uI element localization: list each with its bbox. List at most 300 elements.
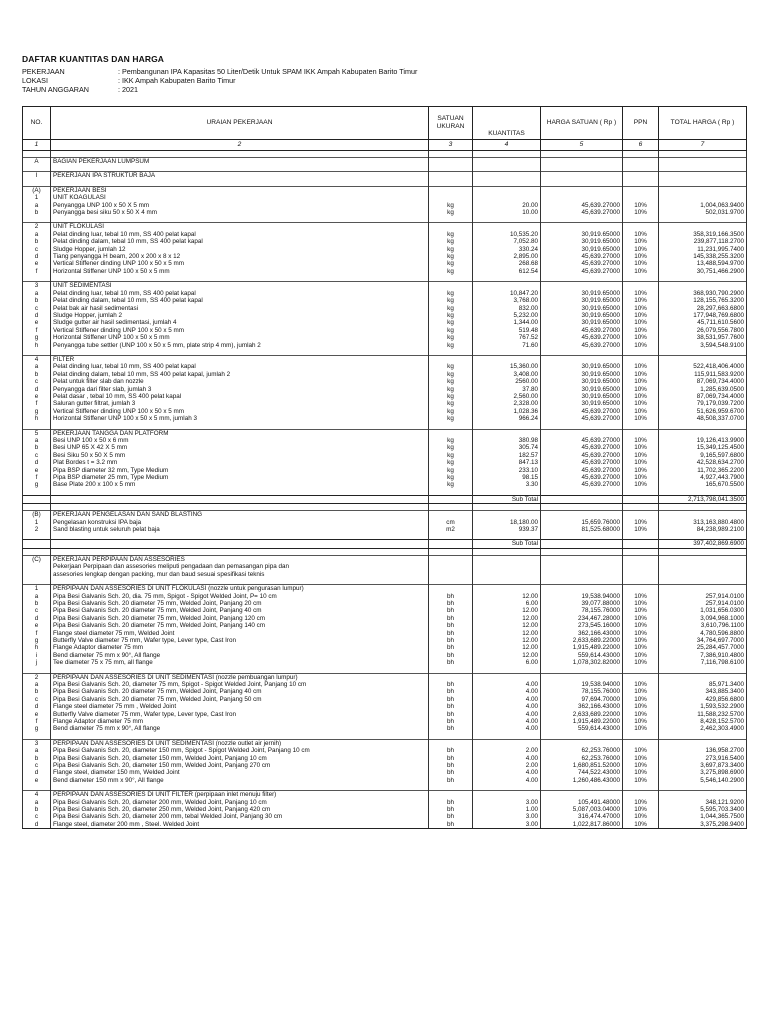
- table-row: [23, 334, 747, 341]
- cell-satuan: kg: [429, 459, 473, 466]
- cell-uraian: Pelat dinding dalam, tebal 10 mm, SS 400 pelat kapal: [51, 238, 429, 245]
- cell-uraian: Pelat dinding luar, tebal 10 mm, SS 400 pelat kapal: [51, 290, 429, 297]
- cell-ppn: [623, 186, 659, 194]
- cell-kuantitas: 4.00: [473, 769, 541, 776]
- cell-no: [23, 504, 51, 511]
- cell-total-harga: [659, 563, 747, 570]
- cell-total-harga: 8,428,152.5700: [659, 718, 747, 725]
- cell-total-harga: 1,044,365.7500: [659, 813, 747, 820]
- cell-kuantitas: 3.00: [473, 813, 541, 820]
- cell-ppn: [623, 355, 659, 363]
- cell-uraian: PERPIPAAN DAN ASSESORIES DI UNIT FILTER (perpipaan inlet menuju filter): [51, 791, 429, 799]
- table-row: [23, 681, 747, 688]
- cell-satuan: kg: [429, 386, 473, 393]
- cell-harga-satuan: 1,078,302.82000: [541, 659, 623, 666]
- cell-total-harga: 7,116,798.6100: [659, 659, 747, 666]
- cell-ppn: 10%: [623, 297, 659, 304]
- table-row: [23, 571, 747, 578]
- cell-uraian: [51, 495, 429, 503]
- cell-uraian: Flange steel, diameter 200 mm , Steel. Welded Joint: [51, 821, 429, 829]
- cell-total-harga: 85,971.3400: [659, 681, 747, 688]
- table-row: [23, 378, 747, 385]
- cell-ppn: [623, 223, 659, 231]
- cell-ppn: 10%: [623, 378, 659, 385]
- cell-ppn: 10%: [623, 725, 659, 732]
- cell-uraian: Besi UNP 65 X 42 X 5 mm: [51, 444, 429, 451]
- cell-uraian: Bend diameter 75 mm x 90°, All flange: [51, 652, 429, 659]
- cell-kuantitas: 3,768.00: [473, 297, 541, 304]
- cell-ppn: 10%: [623, 747, 659, 754]
- table-row: [23, 209, 747, 216]
- cell-total-harga: 2,462,303.4900: [659, 725, 747, 732]
- cell-harga-satuan: 45,639.27000: [541, 415, 623, 422]
- cell-total-harga: [659, 791, 747, 799]
- cell-no: a: [23, 290, 51, 297]
- cell-ppn: 10%: [623, 386, 659, 393]
- cell-total-harga: 239,877,118.2700: [659, 238, 747, 245]
- cell-total-harga: [659, 585, 747, 593]
- cell-ppn: [623, 172, 659, 180]
- cell-no: [23, 151, 51, 158]
- col-header-satuan: SATUAN UKURAN: [429, 107, 473, 140]
- cell-kuantitas: 939.37: [473, 526, 541, 533]
- cell-uraian: Sludge Hopper, jumlah 2: [51, 312, 429, 319]
- cell-ppn: [623, 540, 659, 548]
- column-number: 1: [23, 140, 51, 151]
- cell-satuan: bh: [429, 777, 473, 784]
- cell-satuan: [429, 172, 473, 180]
- cell-ppn: [623, 563, 659, 570]
- cell-ppn: 10%: [623, 821, 659, 829]
- cell-no: [23, 563, 51, 570]
- column-number: 6: [623, 140, 659, 151]
- cell-total-harga: 13,488,594.9700: [659, 260, 747, 267]
- table-row: [23, 747, 747, 754]
- table-row: [23, 474, 747, 481]
- cell-harga-satuan: 45,639.27000: [541, 209, 623, 216]
- cell-no: c: [23, 762, 51, 769]
- cell-satuan: kg: [429, 290, 473, 297]
- table-row: [23, 563, 747, 570]
- cell-total-harga: 1,285,639.0500: [659, 386, 747, 393]
- cell-no: e: [23, 260, 51, 267]
- cell-harga-satuan: 559,614.43000: [541, 725, 623, 732]
- cell-harga-satuan: 30,919.65000: [541, 312, 623, 319]
- cell-kuantitas: 10.00: [473, 209, 541, 216]
- cell-total-harga: [659, 673, 747, 681]
- table-row: [23, 444, 747, 451]
- cell-satuan: kg: [429, 467, 473, 474]
- table-row: [23, 415, 747, 422]
- cell-uraian: PEKERJAAN PERPIPAAN DAN ASSESORIES: [51, 555, 429, 563]
- cell-uraian: Tiang penyangga H beam, 200 x 200 x 8 x 12: [51, 253, 429, 260]
- cell-ppn: 10%: [623, 342, 659, 349]
- cell-satuan: kg: [429, 202, 473, 209]
- cell-harga-satuan: 273,545.16000: [541, 622, 623, 629]
- cell-ppn: 10%: [623, 459, 659, 466]
- cell-satuan: bh: [429, 725, 473, 732]
- col-header-total-harga: TOTAL HARGA ( Rp ): [659, 107, 747, 140]
- subtotal-row: [23, 540, 747, 548]
- cell-uraian: PERPIPAAN DAN ASSESORIES DI UNIT SEDIMENTASI (nozzle outlet air jernih): [51, 739, 429, 747]
- cell-no: a: [23, 747, 51, 754]
- cell-harga-satuan: 45,639.27000: [541, 467, 623, 474]
- cell-harga-satuan: 45,639.27000: [541, 327, 623, 334]
- header-field-value: : IKK Ampah Kabupaten Barito Timur: [118, 76, 236, 85]
- cell-harga-satuan: 30,919.65000: [541, 231, 623, 238]
- cell-total-harga: 34,764,697.7000: [659, 637, 747, 644]
- cell-kuantitas: 12.00: [473, 622, 541, 629]
- cell-harga-satuan: [541, 158, 623, 166]
- cell-kuantitas: [473, 429, 541, 437]
- table-row: [23, 238, 747, 245]
- table-row: [23, 755, 747, 762]
- cell-kuantitas: 847.13: [473, 459, 541, 466]
- cell-ppn: 10%: [623, 408, 659, 415]
- table-row: [23, 371, 747, 378]
- cell-kuantitas: [473, 673, 541, 681]
- cell-kuantitas: 519.48: [473, 327, 541, 334]
- cell-ppn: [623, 585, 659, 593]
- cell-kuantitas: 2,328.00: [473, 400, 541, 407]
- cell-total-harga: 3,275,898.6900: [659, 769, 747, 776]
- table-row: [23, 696, 747, 703]
- cell-harga-satuan: 45,639.27000: [541, 260, 623, 267]
- cell-no: d: [23, 615, 51, 622]
- cell-ppn: 10%: [623, 615, 659, 622]
- cell-satuan: kg: [429, 319, 473, 326]
- cell-harga-satuan: 45,639.27000: [541, 459, 623, 466]
- table-row: [23, 246, 747, 253]
- cell-uraian: UNIT KOAGULASI: [51, 194, 429, 201]
- cell-kuantitas: 5,232.00: [473, 312, 541, 319]
- cell-kuantitas: 37.80: [473, 386, 541, 393]
- cell-satuan: kg: [429, 305, 473, 312]
- cell-no: [23, 540, 51, 548]
- cell-harga-satuan: [541, 223, 623, 231]
- cell-uraian: Butterfly Valve diameter 75 mm, Wafer type, Lever type, Cast Iron: [51, 637, 429, 644]
- cell-no: d: [23, 253, 51, 260]
- cell-satuan: [429, 504, 473, 511]
- cell-uraian: Pelat dinding dalam, tebal 10 mm, SS 400 pelat kapal: [51, 297, 429, 304]
- cell-harga-satuan: 30,919.65000: [541, 371, 623, 378]
- cell-no: b: [23, 444, 51, 451]
- table-header-row: [23, 107, 747, 140]
- header-field-lokasi: [22, 76, 235, 85]
- cell-total-harga: 28,297,663.6800: [659, 305, 747, 312]
- cell-harga-satuan: 62,253.76000: [541, 755, 623, 762]
- cell-kuantitas: 4.00: [473, 681, 541, 688]
- cell-uraian: Flange steel, diameter 150 mm, Welded Joint: [51, 769, 429, 776]
- cell-no: 1: [23, 585, 51, 593]
- cell-no: j: [23, 659, 51, 666]
- cell-no: e: [23, 711, 51, 718]
- cell-no: d: [23, 703, 51, 710]
- cell-no: h: [23, 342, 51, 349]
- cell-satuan: bh: [429, 718, 473, 725]
- cell-total-harga: 257,914.0100: [659, 593, 747, 600]
- cell-uraian: Penyangga UNP 100 x 50 X 5 mm: [51, 202, 429, 209]
- cell-satuan: bh: [429, 637, 473, 644]
- cell-no: [23, 548, 51, 555]
- cell-no: f: [23, 327, 51, 334]
- cell-no: c: [23, 246, 51, 253]
- boq-body: [23, 151, 747, 829]
- cell-kuantitas: [473, 151, 541, 158]
- cell-harga-satuan: 19,538.94000: [541, 681, 623, 688]
- cell-ppn: 10%: [623, 711, 659, 718]
- cell-uraian: Pengelasan konstruksi IPA baja: [51, 519, 429, 526]
- cell-harga-satuan: 45,639.27000: [541, 481, 623, 488]
- cell-satuan: [429, 555, 473, 563]
- cell-total-harga: [659, 172, 747, 180]
- cell-kuantitas: 380.98: [473, 437, 541, 444]
- table-row: [23, 673, 747, 681]
- cell-harga-satuan: 234,467.28000: [541, 615, 623, 622]
- cell-total-harga: [659, 151, 747, 158]
- cell-total-harga: 7,386,910.4800: [659, 652, 747, 659]
- cell-total-harga: 42,528,634.2700: [659, 459, 747, 466]
- cell-total-harga: 38,531,957.7600: [659, 334, 747, 341]
- table-row: [23, 585, 747, 593]
- cell-kuantitas: 832.00: [473, 305, 541, 312]
- cell-satuan: [429, 282, 473, 290]
- cell-satuan: bh: [429, 644, 473, 651]
- table-row: [23, 393, 747, 400]
- cell-kuantitas: [473, 791, 541, 799]
- cell-satuan: bh: [429, 821, 473, 829]
- cell-total-harga: 4,780,596.8800: [659, 630, 747, 637]
- cell-total-harga: 115,911,583.9200: [659, 371, 747, 378]
- cell-kuantitas: [473, 194, 541, 201]
- table-row: [23, 725, 747, 732]
- cell-harga-satuan: [541, 186, 623, 194]
- cell-no: 4: [23, 791, 51, 799]
- cell-uraian: Pipa Besi Galvanis Sch. 20 diameter 75 mm, Welded Joint, Panjang 50 cm: [51, 696, 429, 703]
- cell-kuantitas: [473, 739, 541, 747]
- cell-total-harga: 1,031,656.0300: [659, 607, 747, 614]
- cell-ppn: 10%: [623, 202, 659, 209]
- cell-harga-satuan: 39,077.88000: [541, 600, 623, 607]
- table-row: [23, 615, 747, 622]
- cell-total-harga: 136,958.2700: [659, 747, 747, 754]
- cell-uraian: Pipa Besi Galvanis Sch. 20 diameter 75 mm, Welded Joint, Panjang 120 cm: [51, 615, 429, 622]
- cell-ppn: 10%: [623, 688, 659, 695]
- cell-satuan: bh: [429, 652, 473, 659]
- cell-uraian: Pipa Besi Galvanis Sch. 20, diameter 150 mm, Welded Joint, Panjang 270 cm: [51, 762, 429, 769]
- cell-kuantitas: 12.00: [473, 644, 541, 651]
- cell-harga-satuan: 78,155.76000: [541, 607, 623, 614]
- cell-satuan: [429, 511, 473, 519]
- cell-no: c: [23, 607, 51, 614]
- cell-kuantitas: Sub Total: [473, 495, 541, 503]
- cell-uraian: Pekerjaan Perpipaan dan assesories meliputi pengadaan dan pemasangan pipa dan: [51, 563, 429, 570]
- cell-kuantitas: [473, 158, 541, 166]
- col-header-uraian: URAIAN PEKERJAAN: [51, 107, 429, 140]
- cell-no: g: [23, 481, 51, 488]
- cell-no: 2: [23, 223, 51, 231]
- cell-ppn: 10%: [623, 415, 659, 422]
- cell-uraian: Besi Siku 50 x 50 X 5 mm: [51, 452, 429, 459]
- cell-total-harga: [659, 355, 747, 363]
- cell-harga-satuan: [541, 194, 623, 201]
- cell-no: f: [23, 718, 51, 725]
- cell-no: d: [23, 312, 51, 319]
- cell-kuantitas: [473, 585, 541, 593]
- cell-kuantitas: 98.15: [473, 474, 541, 481]
- cell-no: d: [23, 821, 51, 829]
- cell-total-harga: [659, 429, 747, 437]
- cell-harga-satuan: 30,919.65000: [541, 290, 623, 297]
- cell-no: d: [23, 769, 51, 776]
- cell-ppn: 10%: [623, 813, 659, 820]
- cell-satuan: kg: [429, 231, 473, 238]
- table-row: [23, 363, 747, 370]
- cell-harga-satuan: 1,680,851.52000: [541, 762, 623, 769]
- cell-uraian: Bend diameter 150 mm x 90°, All flange: [51, 777, 429, 784]
- cell-ppn: 10%: [623, 718, 659, 725]
- cell-harga-satuan: 30,919.65000: [541, 400, 623, 407]
- cell-ppn: 10%: [623, 806, 659, 813]
- cell-no: a: [23, 681, 51, 688]
- cell-satuan: [429, 186, 473, 194]
- table-row: [23, 659, 747, 666]
- cell-ppn: [623, 739, 659, 747]
- cell-ppn: 10%: [623, 593, 659, 600]
- table-row: [23, 821, 747, 829]
- cell-harga-satuan: 362,166.43000: [541, 703, 623, 710]
- header-field-label: PEKERJAAN: [22, 67, 65, 76]
- cell-kuantitas: 3.00: [473, 821, 541, 829]
- table-row: [23, 799, 747, 806]
- cell-uraian: Pipa Besi Galvanis Sch. 20, diameter 200 mm, Welded Joint, Panjang 10 cm: [51, 799, 429, 806]
- cell-satuan: bh: [429, 703, 473, 710]
- cell-ppn: 10%: [623, 268, 659, 275]
- cell-no: c: [23, 696, 51, 703]
- cell-total-harga: 1,593,532.2900: [659, 703, 747, 710]
- table-row: [23, 806, 747, 813]
- spacer-row: [23, 548, 747, 555]
- cell-kuantitas: 12.00: [473, 637, 541, 644]
- cell-total-harga: 51,626,959.6700: [659, 408, 747, 415]
- table-row: [23, 194, 747, 201]
- cell-ppn: [623, 151, 659, 158]
- cell-total-harga: 87,069,734.4000: [659, 393, 747, 400]
- cell-total-harga: 11,231,995.7400: [659, 246, 747, 253]
- table-row: [23, 408, 747, 415]
- cell-satuan: bh: [429, 688, 473, 695]
- cell-ppn: [623, 282, 659, 290]
- table-row: [23, 186, 747, 194]
- cell-uraian: Pipa BSP diameter 25 mm, Type Medium: [51, 474, 429, 481]
- table-row: [23, 644, 747, 651]
- cell-ppn: 10%: [623, 327, 659, 334]
- cell-ppn: 10%: [623, 755, 659, 762]
- cell-harga-satuan: [541, 563, 623, 570]
- cell-total-harga: [659, 504, 747, 511]
- cell-harga-satuan: 30,919.65000: [541, 363, 623, 370]
- cell-harga-satuan: [541, 739, 623, 747]
- cell-uraian: PEKERJAAN PENGELASAN DAN SAND BLASTING: [51, 511, 429, 519]
- cell-ppn: 10%: [623, 622, 659, 629]
- table-row: [23, 452, 747, 459]
- cell-ppn: [623, 571, 659, 578]
- cell-uraian: [51, 151, 429, 158]
- cell-satuan: bh: [429, 755, 473, 762]
- cell-ppn: 10%: [623, 703, 659, 710]
- cell-ppn: [623, 511, 659, 519]
- cell-satuan: bh: [429, 747, 473, 754]
- cell-satuan: kg: [429, 363, 473, 370]
- cell-kuantitas: 2.00: [473, 747, 541, 754]
- cell-harga-satuan: 62,253.76000: [541, 747, 623, 754]
- cell-kuantitas: 12.00: [473, 593, 541, 600]
- cell-uraian: Saluran gutter filtrat, jumlah 3: [51, 400, 429, 407]
- cell-uraian: UNIT FLOKULASI: [51, 223, 429, 231]
- cell-no: c: [23, 378, 51, 385]
- cell-uraian: Penyangga besi siku 50 x 50 X 4 mm: [51, 209, 429, 216]
- cell-ppn: 10%: [623, 371, 659, 378]
- cell-total-harga: [659, 158, 747, 166]
- cell-ppn: 10%: [623, 437, 659, 444]
- cell-ppn: 10%: [623, 696, 659, 703]
- cell-total-harga: 348,121.9200: [659, 799, 747, 806]
- cell-satuan: kg: [429, 415, 473, 422]
- cell-total-harga: 84,238,989.2100: [659, 526, 747, 533]
- cell-total-harga: [659, 548, 747, 555]
- cell-ppn: [623, 194, 659, 201]
- cell-kuantitas: 268.68: [473, 260, 541, 267]
- column-number-row: [23, 140, 747, 151]
- cell-satuan: bh: [429, 799, 473, 806]
- col-header-no: NO.: [23, 107, 51, 140]
- cell-satuan: kg: [429, 378, 473, 385]
- cell-harga-satuan: 1,915,489.22000: [541, 718, 623, 725]
- cell-ppn: 10%: [623, 630, 659, 637]
- cell-satuan: m2: [429, 526, 473, 533]
- table-row: [23, 519, 747, 526]
- table-row: [23, 703, 747, 710]
- table-row: [23, 312, 747, 319]
- cell-total-harga: 1,004,063.9400: [659, 202, 747, 209]
- cell-total-harga: [659, 186, 747, 194]
- table-row: [23, 231, 747, 238]
- table-row: [23, 718, 747, 725]
- cell-no: a: [23, 593, 51, 600]
- cell-uraian: Pipa Besi Galvanis Sch. 20, diameter 75 mm, Spigot - Spigot Welded Joint, Panjang 10 cm: [51, 681, 429, 688]
- cell-kuantitas: 767.52: [473, 334, 541, 341]
- cell-harga-satuan: 30,919.65000: [541, 378, 623, 385]
- table-row: [23, 777, 747, 784]
- cell-harga-satuan: [541, 555, 623, 563]
- cell-ppn: 10%: [623, 762, 659, 769]
- cell-harga-satuan: [541, 355, 623, 363]
- cell-satuan: bh: [429, 711, 473, 718]
- cell-no: 4: [23, 355, 51, 363]
- cell-total-harga: 79,179,039.7200: [659, 400, 747, 407]
- cell-kuantitas: 3,408.00: [473, 371, 541, 378]
- cell-harga-satuan: [541, 495, 623, 503]
- table-row: [23, 600, 747, 607]
- cell-harga-satuan: 30,919.65000: [541, 238, 623, 245]
- cell-harga-satuan: 45,639.27000: [541, 334, 623, 341]
- cell-kuantitas: [473, 172, 541, 180]
- table-row: [23, 305, 747, 312]
- cell-harga-satuan: [541, 504, 623, 511]
- cell-satuan: bh: [429, 600, 473, 607]
- cell-harga-satuan: 1,260,486.43000: [541, 777, 623, 784]
- subtotal-row: [23, 495, 747, 503]
